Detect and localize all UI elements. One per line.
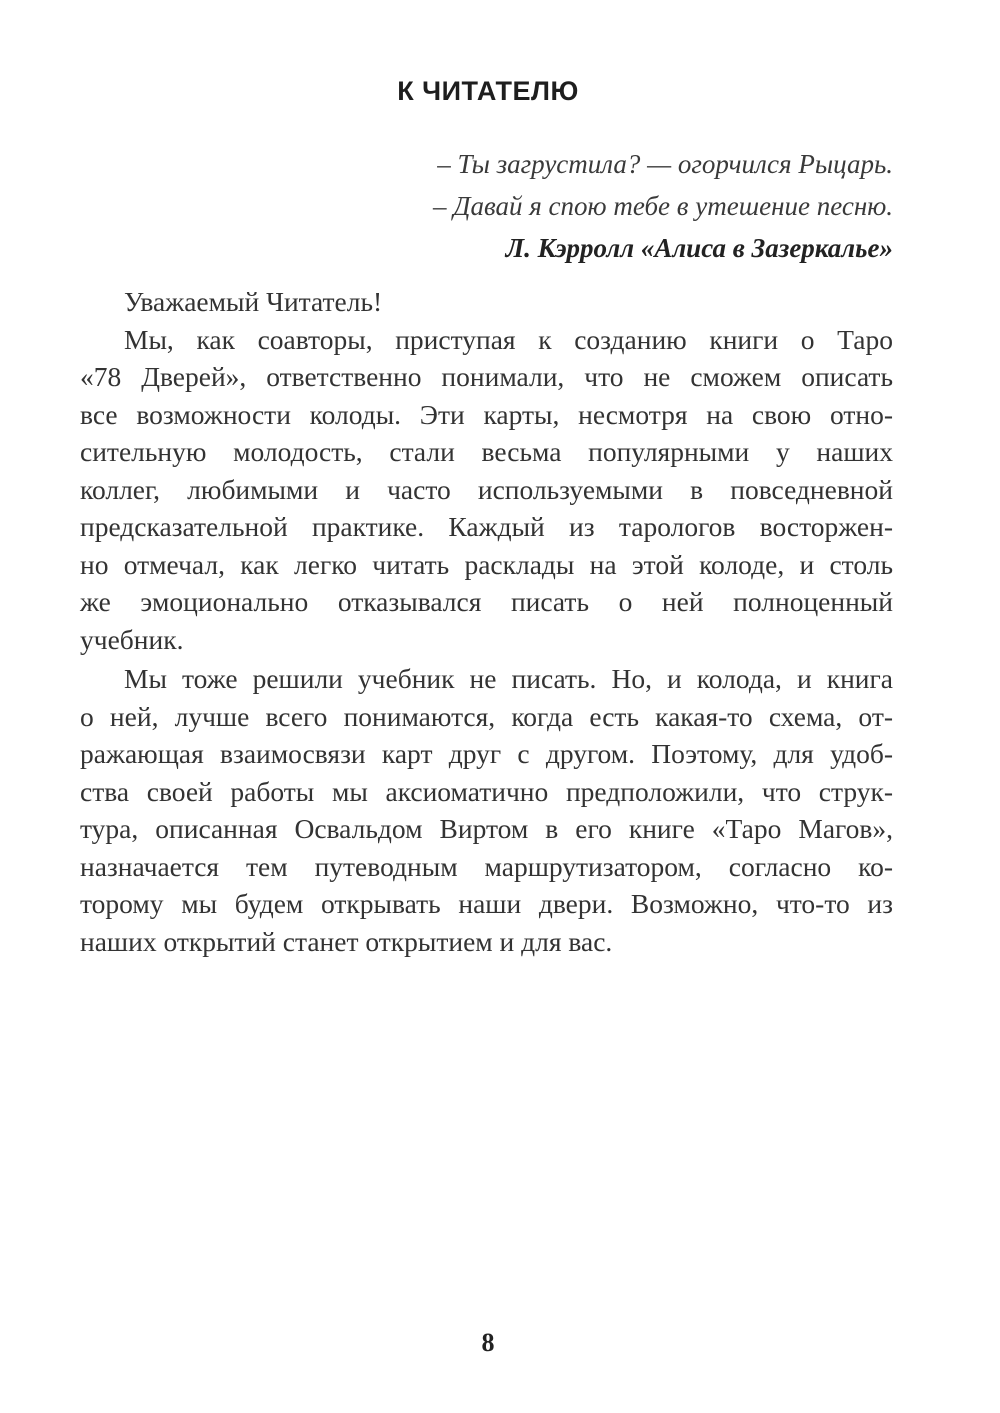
text-line: же эмоционально отказывался писать о ней полноценный	[80, 586, 893, 617]
text-line: ства своей работы мы аксиоматично предположили, что струк-	[80, 775, 893, 807]
text-line: все возможности колоды. Эти карты, несмотря на свою отно-	[80, 398, 893, 430]
text-line: сительную молодость, стали весьма популярными у наших	[80, 436, 893, 467]
epigraph-attribution: Л. Кэрролл «Алиса в Зазеркалье»	[505, 233, 893, 263]
text-line: наших открытий станет открытием и для вас.	[80, 925, 613, 957]
paragraph-1	[80, 321, 893, 659]
text-line: коллег, любимыми и часто используемыми в повседневной	[80, 473, 893, 505]
page-number: 8	[481, 1328, 495, 1357]
greeting: Уважаемый Читатель!	[124, 286, 383, 317]
text-line: но отмечал, как легко читать расклады на этой колоде, и столь	[80, 548, 893, 580]
body-text	[80, 283, 893, 960]
text-line: «78 Дверей», ответственно понимали, что не сможем описать	[80, 361, 893, 392]
text-line: Мы тоже решили учебник не писать. Но, и колода, и книга	[124, 663, 893, 694]
text-line: Мы, как соавторы, приступая к созданию книги о Таро	[124, 323, 893, 355]
text-line: торому мы будем открывать наши двери. Возможно, что-то из	[80, 888, 893, 919]
text-line: о ней, лучше всего понимаются, когда есть какая-то схема, от-	[80, 700, 893, 732]
epigraph-line: – Давай я спою тебе в утешение песню.	[433, 191, 893, 221]
paragraph-2	[80, 660, 893, 960]
text-line: учебник.	[80, 623, 184, 655]
text-line: тура, описанная Освальдом Виртом в его книге «Таро Магов»,	[80, 813, 893, 844]
epigraph	[433, 143, 893, 269]
epigraph-line: – Ты загрустила? — огорчился Рыцарь.	[437, 149, 893, 179]
page-title: К ЧИТАТЕЛЮ	[397, 76, 579, 106]
text-line: ражающая взаимосвязи карт друг с другом. Поэтому, для удоб-	[80, 738, 893, 769]
text-line: назначается тем путеводным маршрутизатором, согласно ко-	[80, 850, 893, 882]
text-line: предсказательной практике. Каждый из тарологов восторжен-	[80, 511, 893, 542]
